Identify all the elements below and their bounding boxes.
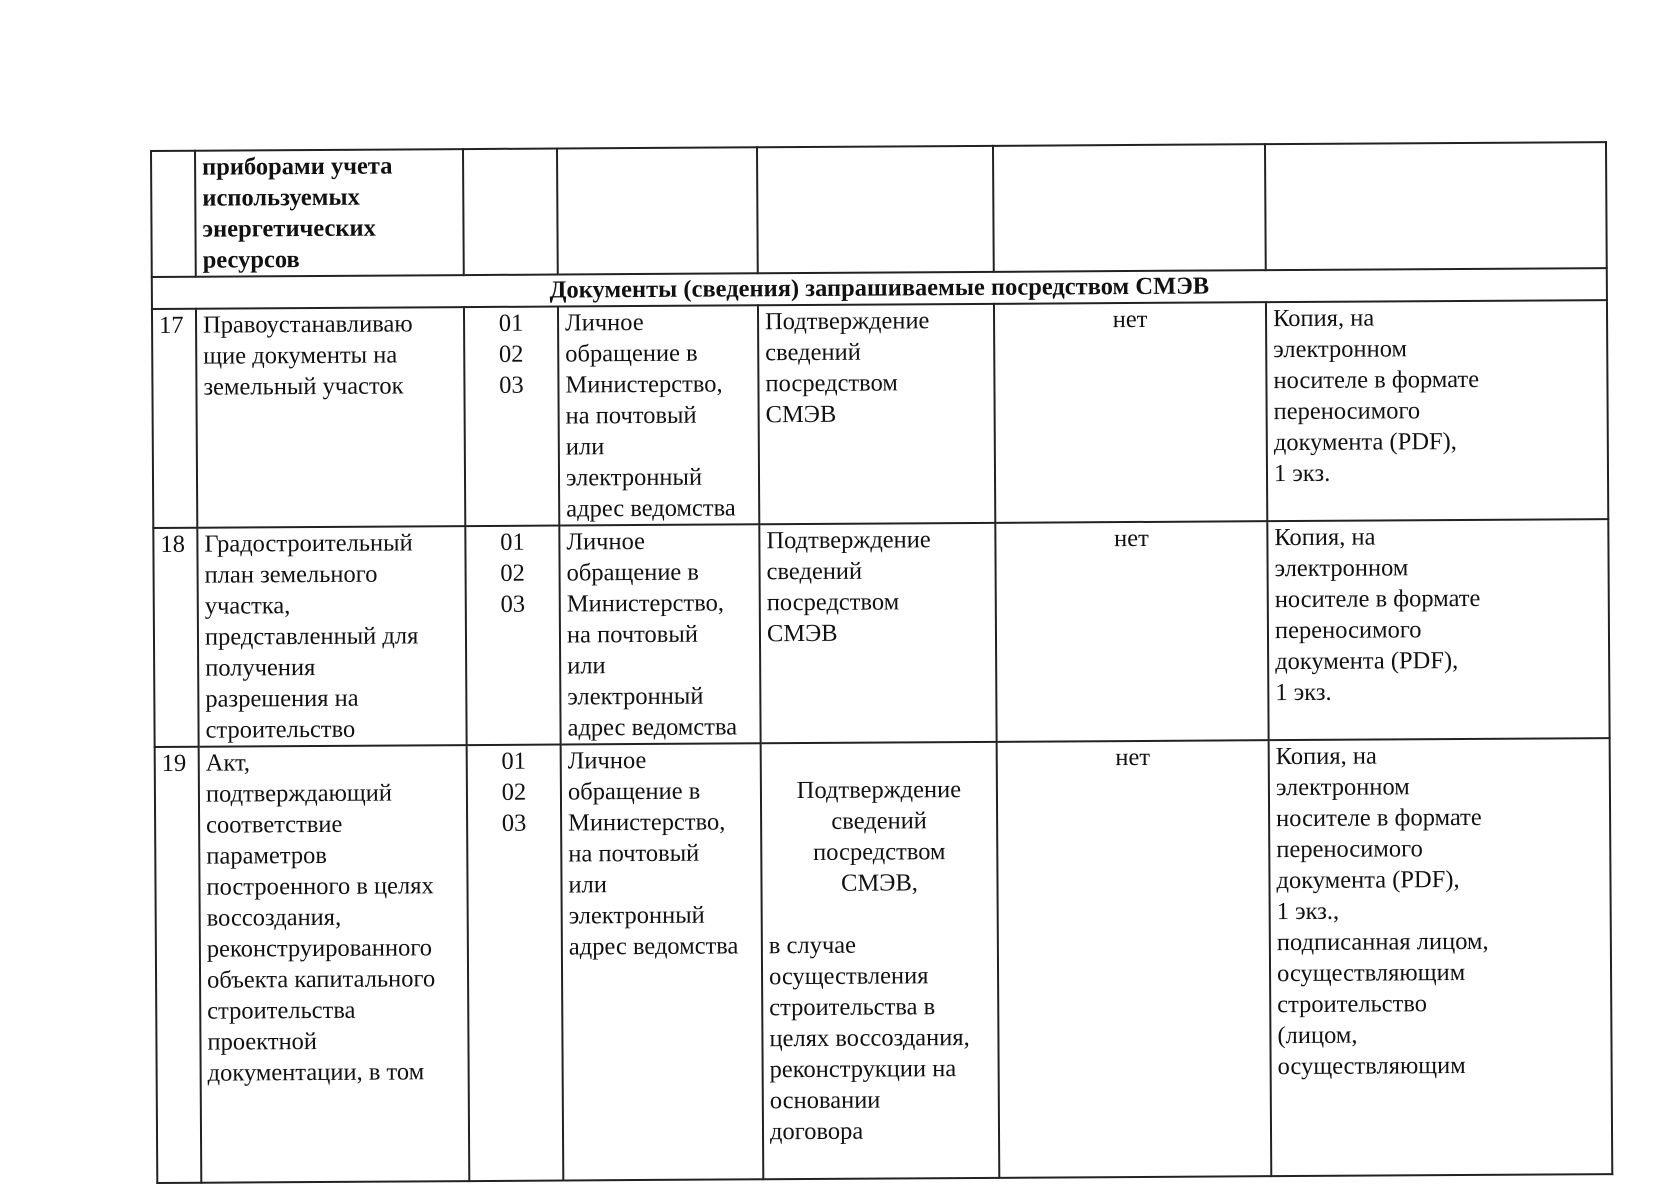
flag-cell (993, 144, 1266, 272)
flag-cell: нет (997, 740, 1272, 1178)
request-method-cell (761, 742, 1000, 1179)
row-number-cell (151, 151, 196, 277)
documents-table (150, 141, 1613, 1184)
form-cell: Копия, на электронном носителе в формате переносимого документа (PDF), 1 экз. (1266, 300, 1608, 521)
submission-method-cell (557, 147, 758, 274)
codes-cell: 01 02 03 (467, 745, 564, 1182)
submission-method-cell: Личное обращение в Министерство, на почтовый или электронный адрес ведомства (561, 743, 764, 1180)
request-method-detail: в случае осуществления строительства в целях воссоздания, реконструкции на основании договора (768, 931, 970, 1146)
flag-cell: нет (994, 302, 1267, 523)
document-page (150, 141, 1611, 1146)
table-row (155, 738, 1613, 1183)
table-row-continuation (151, 142, 1607, 277)
submission-method-cell: Личное обращение в Министерство, на почтовый или электронный адрес ведомства (559, 524, 760, 744)
codes-cell: 01 02 03 (465, 526, 560, 746)
row-number-cell: 18 (153, 528, 198, 747)
flag-cell: нет (995, 521, 1268, 742)
table-row (153, 519, 1609, 747)
submission-method-cell: Личное обращение в Министерство, на почтовый или электронный адрес ведомства (558, 305, 759, 525)
codes-cell: 01 02 03 (464, 307, 559, 527)
section-title: Документы (сведения) запрашиваемые посредством СМЭВ (152, 268, 1607, 309)
row-number-cell: 17 (152, 309, 197, 528)
form-cell: Копия, на электронном носителе в формате переносимого документа (PDF), 1 экз., подписанная лицом, осуществляющим строительство (лицом, осуществляющим (1269, 738, 1613, 1176)
document-name-cell: Акт, подтверждающий соответствие параметров построенного в целях воссоздания, реконструированного объекта капитального строительства проектной документации, в том (199, 745, 470, 1183)
document-name-cell: Правоустанавливаю щие документы на земельный участок (196, 307, 465, 528)
form-cell: Копия, на электронном носителе в формате переносимого документа (PDF), 1 экз. (1267, 519, 1609, 740)
request-method-cell: Подтверждение сведений посредством СМЭВ (759, 523, 996, 743)
document-name-cell: Градостроительный план земельного участка, представленный для получения разрешения на строительство (197, 526, 466, 747)
request-method-cell: Подтверждение сведений посредством СМЭВ (758, 304, 995, 524)
codes-cell (463, 149, 558, 276)
document-name-cell: приборами учета используемых энергетических ресурсов (195, 149, 464, 277)
table-row (152, 300, 1608, 528)
form-cell (1265, 142, 1607, 270)
request-method-cell (757, 146, 994, 273)
request-method-centered: Подтверждение сведений посредством СМЭВ, (796, 776, 962, 897)
row-number-cell: 19 (155, 747, 202, 1183)
